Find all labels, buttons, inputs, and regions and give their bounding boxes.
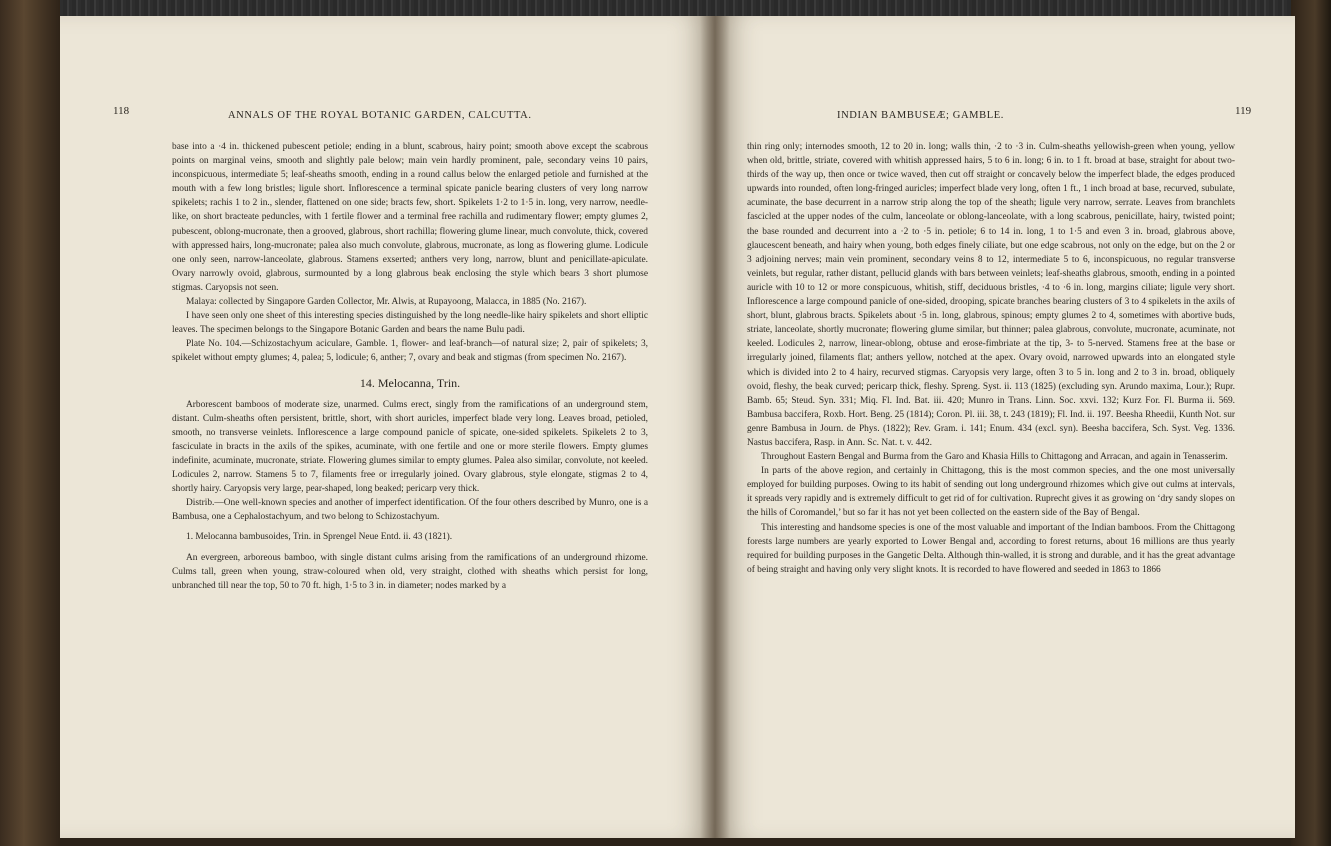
book-gutter xyxy=(700,16,730,838)
left-running-header: ANNALS OF THE ROYAL BOTANIC GARDEN, CALCUTTA. xyxy=(228,110,532,121)
right-running-header: INDIAN BAMBUSEÆ; GAMBLE. xyxy=(837,110,1004,121)
paragraph: Throughout Eastern Bengal and Burma from the Garo and Khasia Hills to Chittagong and Arracan, and again in Tenasserim. xyxy=(761,452,1228,463)
book-cover-edge-left xyxy=(0,0,60,846)
paragraph: This interesting and handsome species is one of the most valuable and important of the Indian bamboos. From the Chittagong forests large numbers are yearly exported to Lower Bengal and, according to forest returns, about 16 millions are thus yearly required for building purposes in the Gangetic Delta. Although thin-walled, it is strong and durable, and it has the great advantage of being straight and having only very slight knots. It is recorded to have flowered and seeded in 1863 to 1866 xyxy=(747,522,1235,575)
species-heading: 1. Melocanna bambusoides, Trin. in Sprengel Neue Entd. ii. 43 (1821). xyxy=(186,532,453,543)
paragraph: Malaya: collected by Singapore Garden Collector, Mr. Alwis, at Rupayoong, Malacca, in 1885 (No. 2167). xyxy=(186,297,587,308)
paragraph: An evergreen, arboreous bamboo, with single distant culms arising from the ramifications of an underground rhizome. Culms tall, green when young, straw-coloured when old, very straight, clothed with sheaths which persist for long, unbranched till near the top, 50 to 70 ft. high, 1·5 to 3 in. in diameter; nodes marked by a xyxy=(172,552,648,591)
paragraph: base into a ·4 in. thickened pubescent petiole; ending in a blunt, scabrous, hairy point; smooth above except the scabrous points on marginal veins, smooth and slightly pale below; main vein hardly prominent, pale, secondary veins 10 pairs, inconspicuous, intermediate 5; leaf-sheaths smooth, ending in a round callus below the enlarged petiole and furnished at the mouth with a few long bristles; ligule short. Inflorescence a terminal spicate panicle bearing clusters of very long narrow spikelets; rachis 1 to 2 in., slender, flattened on one side; bracts few, short. Spikelets 1·2 to 1·5 in. long, very narrow, needle-like, on short bracteate peduncles, with 1 fertile flower and a terminal free rachilla and rudimentary flower; empty glumes 2, pubescent, oblong-mucronate, then a grooved, glabrous, short rachilla; flowering glume linear, much convolute, thick, covered with appressed hairs, long-mucronate; palea also much convolute, glabrous, mucronate, as long as flowering glume. Lodicule one only seen, narrow-lanceolate, glabrous. Stamens exserted; anthers very long, narrow, blunt and penicillate-apiculate. Ovary narrowly ovoid, glabrous, surmounted by a long glabrous beak enclosing the style which bears 3 short plumose stigmas. Caryopsis not seen. xyxy=(172,142,648,293)
right-page-number: 119 xyxy=(1235,105,1252,117)
book-cover-edge-right xyxy=(1291,0,1331,846)
paragraph: Arborescent bamboos of moderate size, unarmed. Culms erect, singly from the ramifications of an underground stem, distant. Culm-sheaths often persistent, brittle, short, with short auricles, imperfect blade very long. Leaves broad, petioled, smooth, no transverse veinlets. Inflorescence a large compound panicle of spicate, one-sided spikelets. Spikelets 2 to 3, fasciculate in bracts in the axils of the spikes, acuminate, with one fertile and one or more sterile flowers. Empty glumes indefinite, acuminate, mucronate, striate. Flowering glumes similar to empty glumes. Palea also similar, convolute, not keeled. Lodicules 2, narrow. Stamens 5 to 7, filaments free or irregularly joined. Ovary glabrous, style elongate, stigmas 2 to 4, shortly hairy. Caryopsis very large, pear-shaped, long beaked; pericarp very thick. xyxy=(172,399,648,495)
paragraph: In parts of the above region, and certainly in Chittagong, this is the most common species, and the one most universally employed for building purposes. Owing to its habit of sending out long underground rhizomes which give out culms at intervals, it spreads very rapidly and is extremely difficult to get rid of for cultivation. Ruprecht gives it as growing on ‘dry sandy slopes on the hills of Coromandel,’ but so far it has not yet been collected on the eastern side of the Bay of Bengal. xyxy=(747,466,1235,519)
right-page xyxy=(715,16,1295,838)
left-page-number: 118 xyxy=(113,105,130,117)
section-heading: 14. Melocanna, Trin. xyxy=(359,375,461,390)
plate-caption: Plate No. 104.—Schizostachyum aciculare, Gamble. 1, flower- and leaf-branch—of natural size; 2, pair of spikelets; 3, spikelet without empty glumes; 4, palea; 5, lodicule; 6, anther; 7, ovary and beak and stigmas (from specimen No. 2167). xyxy=(172,339,648,364)
left-page-body xyxy=(172,140,648,593)
left-page xyxy=(60,16,715,838)
paragraph: Distrib.—One well-known species and another of imperfect identification. Of the four others described by Munro, one is a Bambusa, one a Cephalostachyum, and two belong to Schizostachyum. xyxy=(172,498,648,523)
right-page-body xyxy=(747,140,1235,577)
paragraph: I have seen only one sheet of this interesting species distinguished by the long needle-like hairy spikelets and short elliptic leaves. The specimen belongs to the Singapore Botanic Garden and bears the name Bulu padi. xyxy=(172,311,648,336)
paragraph: thin ring only; internodes smooth, 12 to 20 in. long; walls thin, ·2 to ·3 in. Culm-sheaths yellowish-green when young, yellow when old, brittle, striate, covered with whitish appressed hairs, 5 to 6 in. long; 6 in. to 1 ft. broad at base, straight for about two-thirds of the way up, then once or twice waved, then cut off straight or concavely below the imperfect blade, the edges produced upwards into rounded, often long-fringed auricles; imperfect blade very long, often 1 ft., 1 inch broad at base, recurved, subulate, acuminate, the base decurrent in a narrow strip along the top of the sheath; ligule very narrow, serrate. Leaves from branchlets fascicled at the upper nodes of the culm, lanceolate or oblong-lanceolate, with a long scabrous, penicillate, hairy, twisted point; the base rounded and decurrent into a ·2 to ·5 in. petiole; 6 to 14 in. long, 1 to 1·5 and even 3 in. broad, glabrous above, glaucescent beneath, and hairy when young, both edges finely ciliate, but one edge scabrous, not only on the edge, but on the 2 or 3 adjoining nerves; main vein prominent, secondary veins 8 to 12, intermediate 5 to 6, inconspicuous, no regular transverse veinlets, but regular, rather distant, pellucid glands with bars between veinlets; leaf-sheaths glabrous, smooth, ending in a pointed auricle with 10 to 12 or more conspicuous, whitish, stiff, deciduous bristles, ·4 to ·6 in. long, margins ciliate; ligule very short. Inflorescence a large compound panicle of one-sided, drooping, spicate branches bearing clusters of 3 to 4 spikelets in the axils of short, blunt, glabrous bracts. Spikelets about ·5 in. long, glabrous, spinous; empty glumes 2 to 4, sometimes with abortive buds, striate, lanceolate, shortly mucronate; flowering glume similar, but thinner; palea glabrous, convolute, mucronate, acuminate, not keeled. Lodicules 2, narrow, linear-oblong, obtuse and erose-fimbriate at the tip, 3- to 5-nerved. Stamens free at the base or irregularly joined, filaments flat; anthers yellow, notched at the apex. Ovary ovoid, narrowed upwards into an elongated style which is divided into 2 to 4 hairy, recurved stigmas. Caryopsis very large, often 3 to 5 in. long and 2 to 3 in. broad, obliquely ovoid, fleshy, the beak curved; pericarp thick, fleshy. Spreng. Syst. ii. 113 (1825) (excluding syn. Arundo maxima, Lour.); Rupr. Bamb. 65; Steud. Syn. 331; Miq. Fl. Ind. Bat. iii. 420; Munro in Trans. Linn. Soc. xxvi. 132; Kurz For. Fl. Burma ii. 569. Bambusa baccifera, Roxb. Hort. Beng. 25 (1814); Coron. Pl. iii. 38, t. 243 (1819); Fl. Ind. ii. 197. Beesha Rheedii, Kunth Not. sur genre Bambusa in Journ. de Phys. (1822); Rev. Gram. i. 141; Enum. 434 (excl. syn). Beesha baccifera, Sch. Syst. Veg. 1336. Nastus baccifera, Rasp. in Ann. Sc. Nat. t. v. 442. xyxy=(747,142,1235,448)
